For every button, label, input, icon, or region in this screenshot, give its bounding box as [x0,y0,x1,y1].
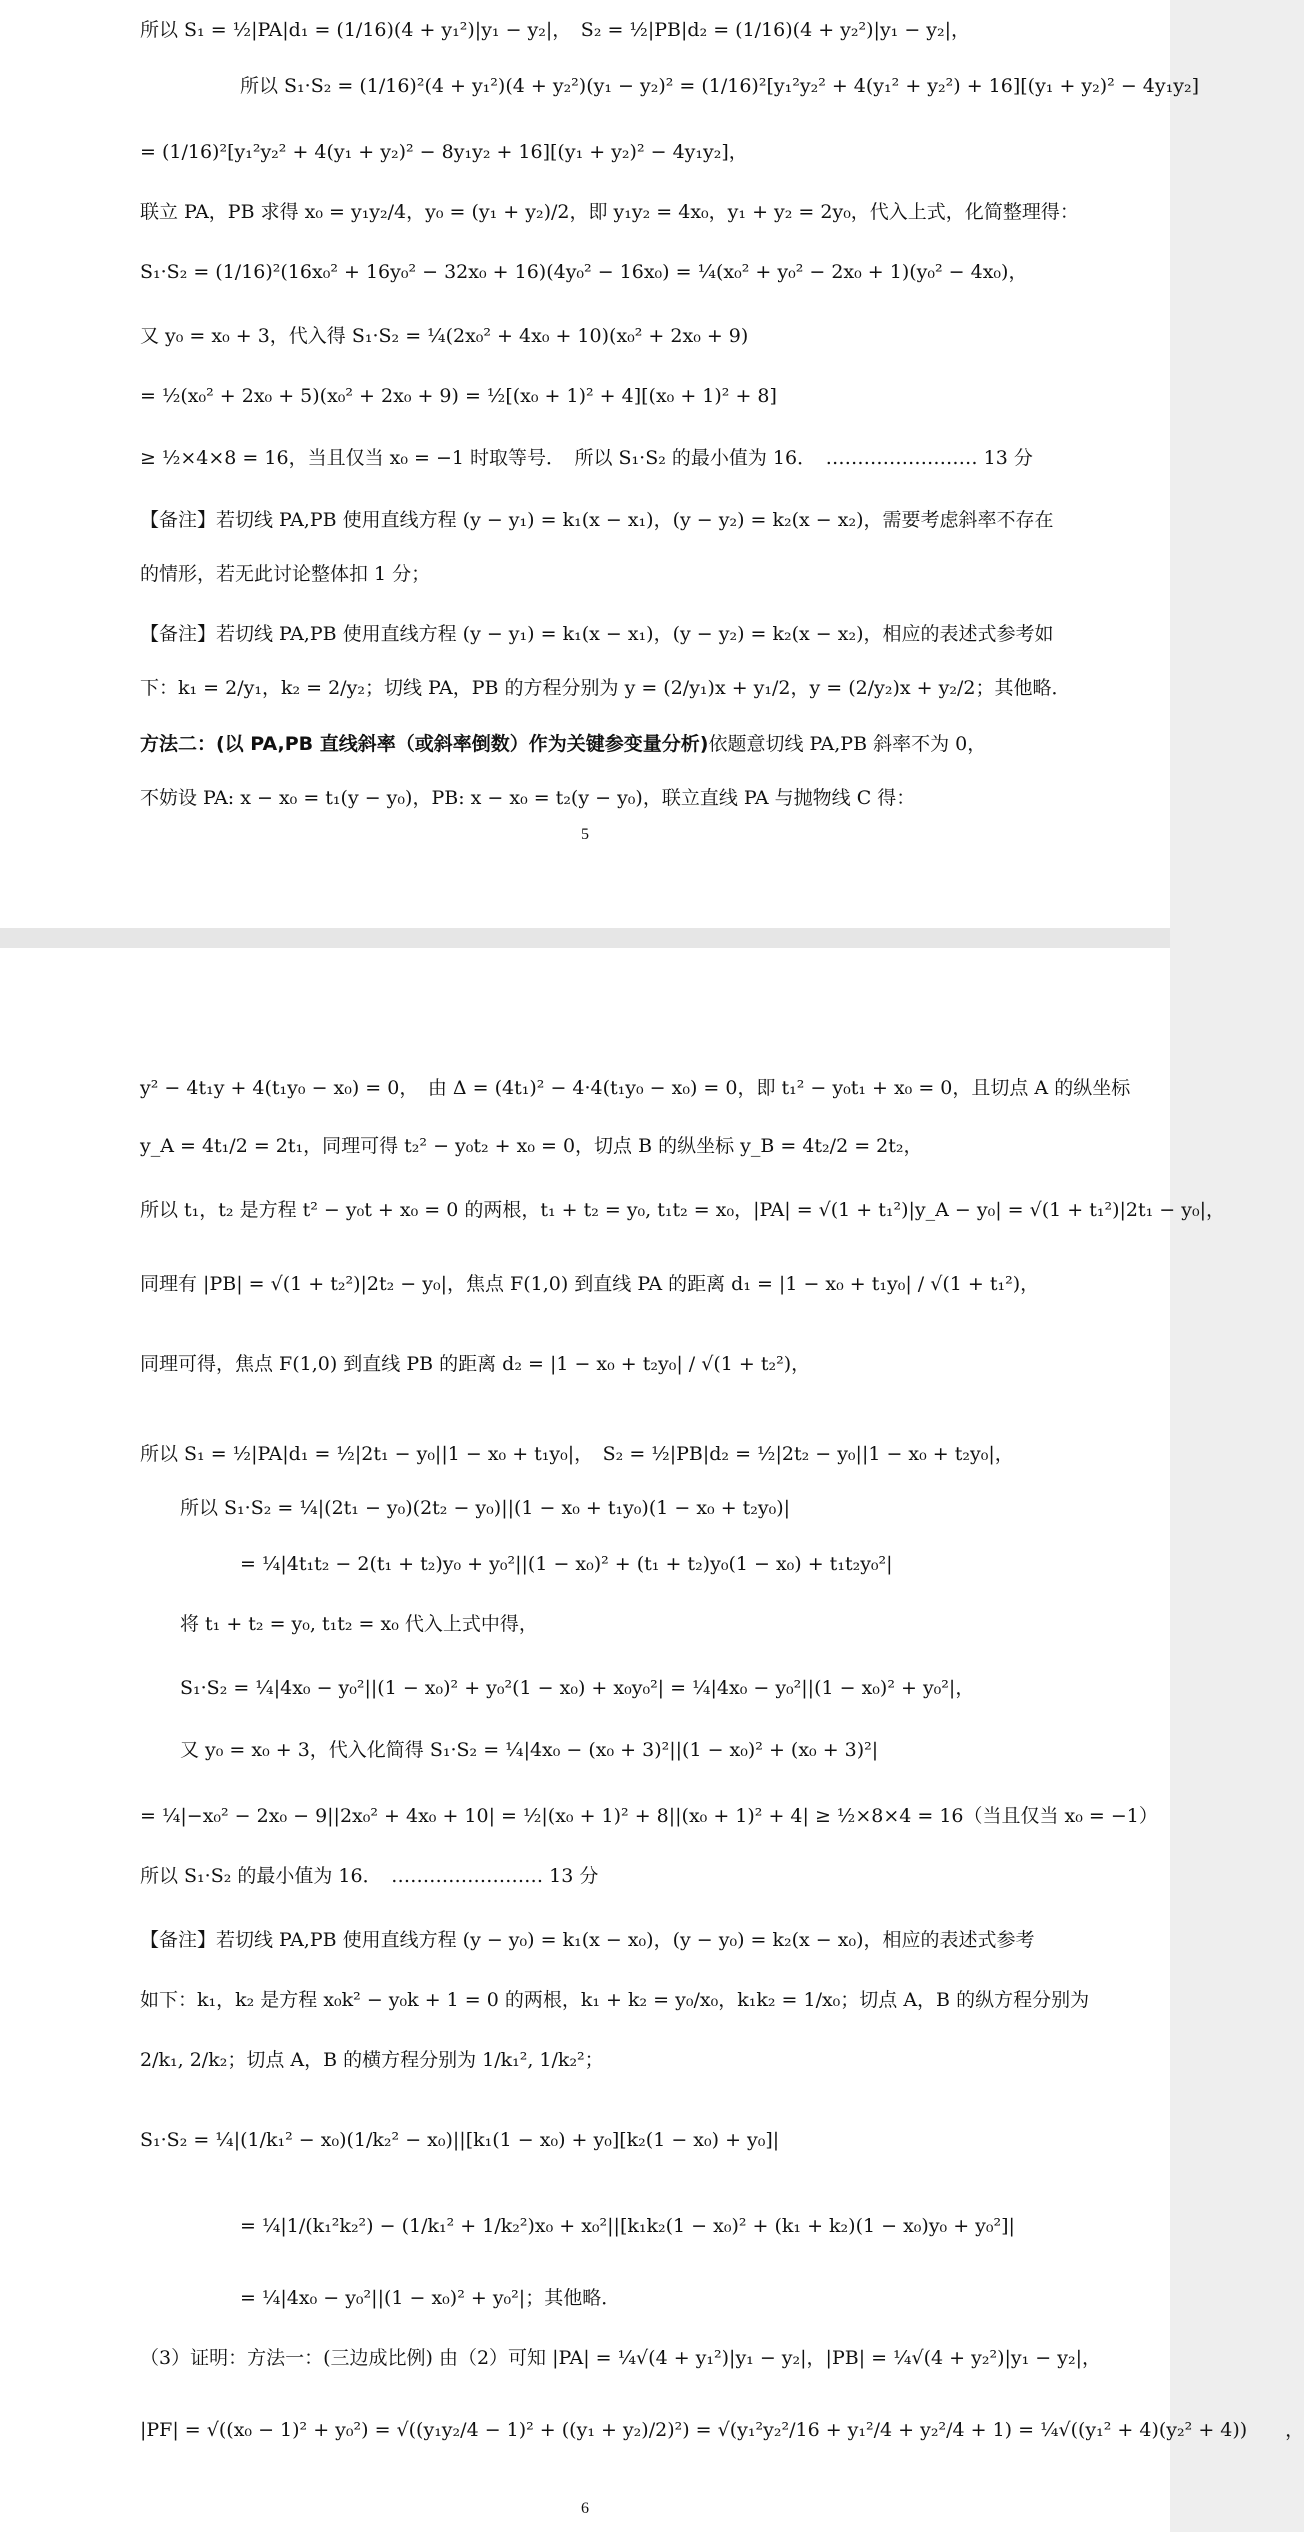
proof-line: （3）证明：方法一：(三边成比例) 由（2）可知 |PA| = ¼√(4 + y₁²)|y₁ − y₂|，|PB| = ¼√(4 + y₂²)|y₁ − y₂|， [140,2347,1102,2369]
text-line: = ½(x₀² + 2x₀ + 5)(x₀² + 2x₀ + 9) = ½[(x₀ + 1)² + 4][(x₀ + 1)² + 8] [140,385,777,407]
text-line: ≥ ½×4×8 = 16，当且仅当 x₀ = −1 时取等号． 所以 S₁·S₂ 的最小值为 16． …………………… 13 分 [140,447,1033,469]
text-line: = (1/16)²[y₁²y₂² + 4(y₁ + y₂)² − 8y₁y₂ + 16][(y₁ + y₂)² − 4y₁y₂]， [140,141,748,163]
text-line: 所以 S₁·S₂ 的最小值为 16． …………………… 13 分 [140,1865,599,1887]
remark-line: 2/k₁, 2/k₂；切点 A，B 的横方程分别为 1/k₁², 1/k₂²； [140,2049,604,2071]
remark-line: 【备注】若切线 PA,PB 使用直线方程 (y − y₁) = k₁(x − x₁)，(y − y₂) = k₂(x − x₂)，需要考虑斜率不存在 [140,509,1054,531]
method-2-line [140,732,1070,757]
remark-line: 【备注】若切线 PA,PB 使用直线方程 (y − y₀) = k₁(x − x₀)，(y − y₀) = k₂(x − x₀)，相应的表述式参考 [140,1929,1035,1951]
text-line: 所以 S₁·S₂ = (1/16)²(4 + y₁²)(4 + y₂²)(y₁ − y₂)² = (1/16)²[y₁²y₂² + 4(y₁² + y₂²) + 16][(y₁ + y₂)² − 4y₁y₂] [240,75,1199,97]
page-gap [0,928,1170,948]
text-line: 将 t₁ + t₂ = y₀, t₁t₂ = x₀ 代入上式中得， [180,1613,538,1635]
text-line: 所以 S₁ = ½|PA|d₁ = (1/16)(4 + y₁²)|y₁ − y₂|， S₂ = ½|PB|d₂ = (1/16)(4 + y₂²)|y₁ − y₂|， [140,19,971,41]
remark-line: 下：k₁ = 2/y₁，k₂ = 2/y₂；切线 PA，PB 的方程分别为 y = (2/y₁)x + y₁/2，y = (2/y₂)x + y₂/2；其他略． [140,677,1071,699]
method-2-heading: 方法二：(以 PA,PB 直线斜率（或斜率倒数）作为关键参变量分析) [140,733,709,755]
page-5 [0,0,1199,928]
text-line: 不妨设 PA: x − x₀ = t₁(y − y₀)，PB: x − x₀ = t₂(y − y₀)，联立直线 PA 与抛物线 C 得： [140,787,916,809]
method-2-text: 依题意切线 PA,PB 斜率不为 0， [708,733,987,755]
text-line: = ¼|−x₀² − 2x₀ − 9||2x₀² + 4x₀ + 10| = ½|(x₀ + 1)² + 8||(x₀ + 1)² + 4| ≥ ½×8×4 = 16（当且仅当 x₀ = −1） [140,1805,1158,1827]
text-line: 所以 S₁·S₂ = ¼|(2t₁ − y₀)(2t₂ − y₀)||(1 − x₀ + t₁y₀)(1 − x₀ + t₂y₀)| [180,1497,791,1519]
text-line: 同理有 |PB| = √(1 + t₂²)|2t₂ − y₀|，焦点 F(1,0) 到直线 PA 的距离 d₁ = |1 − x₀ + t₁y₀| / √(1 + t₁²)， [140,1273,1040,1295]
text-line: 同理可得，焦点 F(1,0) 到直线 PB 的距离 d₂ = |1 − x₀ + t₂y₀| / √(1 + t₂²)， [140,1353,811,1375]
text-line: = ¼|1/(k₁²k₂²) − (1/k₁² + 1/k₂²)x₀ + x₀²||[k₁k₂(1 − x₀)² + (k₁ + k₂)(1 − x₀)y₀ + y₀²]| [240,2215,1015,2237]
text-line: S₁·S₂ = (1/16)²(16x₀² + 16y₀² − 32x₀ + 16)(4y₀² − 16x₀) = ¼(x₀² + y₀² − 2x₀ + 1)(y₀² − 4x₀)， [140,261,1028,283]
text-line: 联立 PA，PB 求得 x₀ = y₁y₂/4，y₀ = (y₁ + y₂)/2，即 y₁y₂ = 4x₀，y₁ + y₂ = 2y₀，代入上式，化简整理得： [140,201,1079,223]
page-number: 5 [581,826,589,843]
text-line: y² − 4t₁y + 4(t₁y₀ − x₀) = 0， 由 Δ = (4t₁)² − 4·4(t₁y₀ − x₀) = 0，即 t₁² − y₀t₁ + x₀ = 0，且切点 A 的纵坐标 [140,1077,1131,1099]
page-number: 6 [581,2500,589,2517]
page-6 [0,948,1304,2532]
text-line: = ¼|4t₁t₂ − 2(t₁ + t₂)y₀ + y₀²||(1 − x₀)² + (t₁ + t₂)y₀(1 − x₀) + t₁t₂y₀²| [240,1553,893,1575]
text-line: 又 y₀ = x₀ + 3，代入得 S₁·S₂ = ¼(2x₀² + 4x₀ + 10)(x₀² + 2x₀ + 9) [140,325,749,347]
text-line: S₁·S₂ = ¼|4x₀ − y₀²||(1 − x₀)² + y₀²(1 − x₀) + x₀y₀²| = ¼|4x₀ − y₀²||(1 − x₀)² + y₀²|， [180,1677,975,1699]
text-line: = ¼|4x₀ − y₀²||(1 − x₀)² + y₀²|；其他略． [240,2287,621,2309]
text-line: y_A = 4t₁/2 = 2t₁，同理可得 t₂² − y₀t₂ + x₀ = 0，切点 B 的纵坐标 y_B = 4t₂/2 = 2t₂， [140,1135,923,1157]
text-line: S₁·S₂ = ¼|(1/k₁² − x₀)(1/k₂² − x₀)||[k₁(1 − x₀) + y₀][k₂(1 − x₀) + y₀]| [140,2129,780,2151]
remark-line: 【备注】若切线 PA,PB 使用直线方程 (y − y₁) = k₁(x − x₁)，(y − y₂) = k₂(x − x₂)，相应的表述式参考如 [140,623,1054,645]
text-line: 所以 t₁，t₂ 是方程 t² − y₀t + x₀ = 0 的两根，t₁ + t₂ = y₀, t₁t₂ = x₀，|PA| = √(1 + t₁²)|y_A − y₀| = √(1 + t₁²)|2t₁ − y₀|， [140,1199,1226,1221]
remark-line: 的情形，若无此讨论整体扣 1 分； [140,563,431,585]
remark-line: 如下：k₁，k₂ 是方程 x₀k² − y₀k + 1 = 0 的两根，k₁ + k₂ = y₀/x₀，k₁k₂ = 1/x₀；切点 A，B 的纵方程分别为 [140,1989,1090,2011]
text-line: 所以 S₁ = ½|PA|d₁ = ½|2t₁ − y₀||1 − x₀ + t₁y₀|， S₂ = ½|PB|d₂ = ½|2t₂ − y₀||1 − x₀ + t₂y₀|， [140,1443,1014,1465]
text-line: 又 y₀ = x₀ + 3，代入化简得 S₁·S₂ = ¼|4x₀ − (x₀ + 3)²||(1 − x₀)² + (x₀ + 3)²| [180,1739,879,1761]
text-line: |PF| = √((x₀ − 1)² + y₀²) = √((y₁y₂/4 − 1)² + ((y₁ + y₂)/2)²) = √(y₁²y₂²/16 + y₁²/4 + y₂²/4 + 1) = ¼√((y₁² + 4)(y₂² + 4)) ， [140,2419,1304,2441]
